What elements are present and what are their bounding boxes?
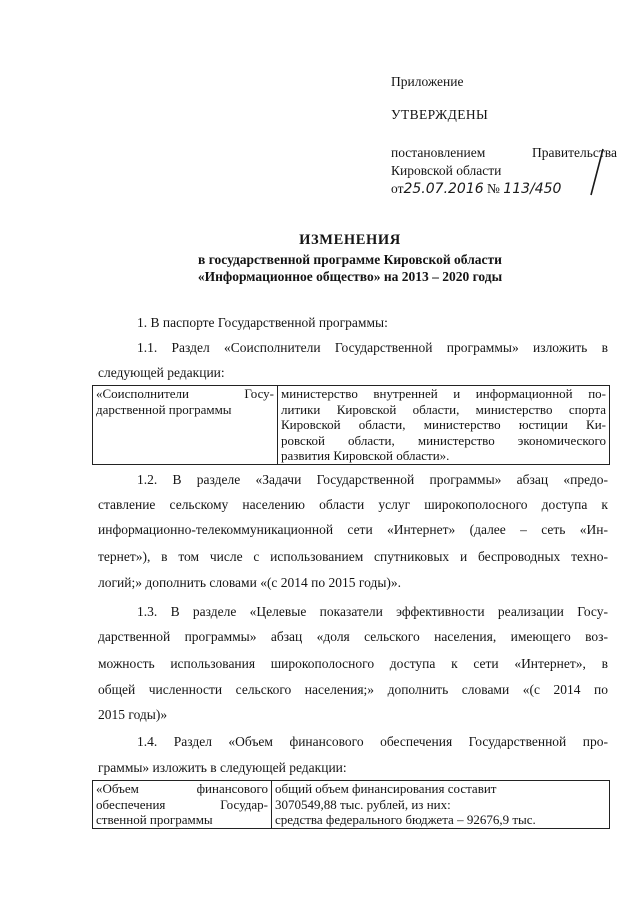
table-cell-value: министерство внутренней и информационной по- литики Кировской области, министерство спорта Кировской области, министерство юстиции Ки- ровской области, министерство экономического развития Кировской области». [278,386,610,465]
handwritten-date: 25.07.2016 [403,181,484,197]
paragraph-1-1-line: 1.1. Раздел «Соисполнители Государственной программы» изложить в [137,340,608,355]
resolution-word: постановлением [391,145,486,160]
table-cell-label: «Соисполнители Госу- дарственной программы [93,386,278,465]
document-heading: ИЗМЕНЕНИЯ [299,232,401,248]
paragraph-1-3-line: общей численности сельского населения;» дополнить словами «(с 2014 по [98,682,608,697]
paragraph-1-3-line: 2015 годы)» [98,707,168,722]
paragraph-1-3-line: можность использования широкополосного доступа к сети «Интернет», в [98,656,608,671]
document-subtitle-2: «Информационное общество» на 2013 – 2020 годы [197,269,503,284]
paragraph-1: 1. В паспорте Государственной программы: [137,315,388,330]
table-cell-label: «Объем финансового обеспечения Государ- ственной программы [93,781,272,829]
document-subtitle-1: в государственной программе Кировской области [198,252,502,267]
paragraph-1-2-line: тернет»), в том числе с использованием спутниковых и беспроводных техно- [98,549,608,564]
approval-region: Кировской области [391,163,502,178]
table-row [93,781,610,829]
table-row [93,386,610,465]
paragraph-1-2-line: 1.2. В разделе «Задачи Государственной программы» абзац «предо- [137,472,608,487]
paragraph-1-3-line: 1.3. В разделе «Целевые показатели эффективности реализации Госу- [137,604,608,619]
paragraph-1-2-line: ставление сельскому населению области услуг широкополосного доступа к [98,497,608,512]
paragraph-1-1-line: следующей редакции: [98,365,225,380]
appendix-label: Приложение [391,74,464,89]
approval-date-line [391,181,561,197]
handwritten-slash [587,147,607,197]
from-prefix: от [391,181,404,196]
paragraph-1-2-line: информационно-телекоммуникационной сети «Интернет» (далее – сеть «Ин- [98,522,608,537]
paragraph-1-2-line: логий;» дополнить словами «(с 2014 по 2015 годы)». [98,575,402,590]
paragraph-1-3-line: дарственной программы» абзац «доля сельского населения, имеющего воз- [98,629,608,644]
handwritten-number: 113/450 [503,181,562,197]
approval-resolution-line [391,145,617,161]
number-sign: № [487,181,500,196]
approved-label: УТВЕРЖДЕНЫ [391,107,489,122]
table-financing [92,780,610,829]
government-word: Правительства [532,145,617,160]
paragraph-1-4-line: 1.4. Раздел «Объем финансового обеспечения Государственной про- [137,734,608,749]
table-coexecutors [92,385,610,465]
paragraph-1-4-line: граммы» изложить в следующей редакции: [98,760,347,775]
table-cell-value: общий объем финансирования составит 3070549,88 тыс. рублей, из них: средства федерального бюджета – 92676,9 тыс. [272,781,610,829]
